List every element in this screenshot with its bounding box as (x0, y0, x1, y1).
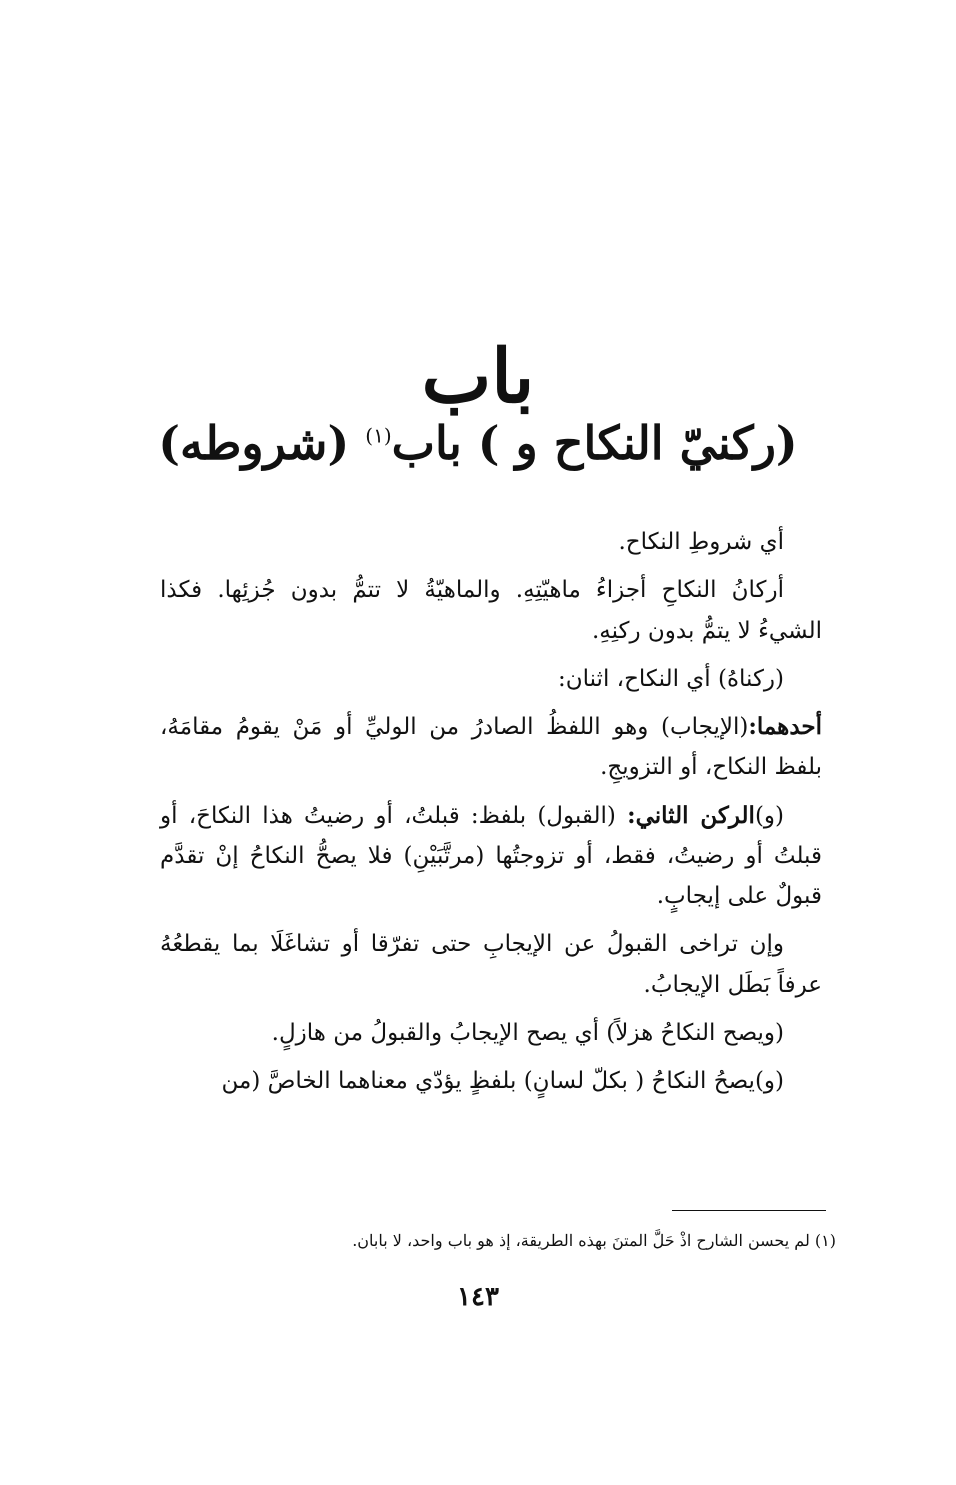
label-second-prefix: (و) (754, 802, 785, 829)
footnote: (١) لم يحسن الشارح اذْ حَلَّ المتنَ بهذه الطريقة، إذ هو باب واحد، لا بابان. (352, 1231, 836, 1250)
paragraph (160, 707, 822, 788)
heading-footnote-marker: (١) (365, 423, 392, 448)
paragraph-text: (القبول) بلفظ: قبلتُ، أو رضيتُ هذا النكاحَ، أو قبلتُ أو رضيتُ، فقط، أو تزوجتُها (مرتَّبَيْنِ) فلا يصحُّ النكاحُ إنْ تقدَّم قبولٌ على إيجابٍ. (160, 802, 822, 909)
paragraph-text: يصحُ النكاحُ ( بكلّ لسانٍ) بلفظٍ يؤدّي معناهما الخاصَّ (من (221, 1068, 755, 1094)
body-text (160, 522, 822, 1109)
paragraph: وإن تراخى القبولُ عن الإيجابِ حتى تفرّقا أو تشاغَلَا بما يقطعُهُ عرفاً بَطَل الإيجابُ. (160, 931, 822, 998)
paragraph: (ويصح النكاحُ هزلاً) أي يصح الإيجابُ والقبولُ من هازلٍ. (271, 1019, 784, 1046)
paragraph (160, 1061, 822, 1101)
label-first: أحدهما: (748, 713, 822, 740)
paragraph: أركانُ النكاحِ أجزاءُ ماهيّتِهِ. والماهيّةُ لا تتمُّ بدون جُزئِها. فكذا الشيءُ لا يتمُّ بدون ركنِهِ. (160, 577, 822, 644)
heading-tail: (شروطه) (158, 416, 350, 470)
label-second: الركن الثاني: (627, 801, 755, 829)
paragraph: (ركناهُ) أي النكاح، اثنان: (557, 665, 784, 692)
page-number: ١٤٣ (457, 1282, 499, 1312)
paragraph-text: (الإيجاب) وهو اللفظُ الصادرُ من الوليِّ أو مَنْ يقومُ مقامَهُ، بلفظ النكاح، أو التزويجِ. (160, 714, 822, 781)
chapter-heading (120, 418, 836, 469)
paragraph: أي شروطِ النكاح. (618, 529, 784, 555)
footnote-divider (672, 1210, 826, 1211)
chapter-bab-title: باب (421, 334, 535, 420)
label-last-prefix: (و) (754, 1068, 784, 1094)
heading-main: (ركنيّ النكاح و ) باب (391, 416, 798, 470)
paragraph (160, 796, 822, 917)
